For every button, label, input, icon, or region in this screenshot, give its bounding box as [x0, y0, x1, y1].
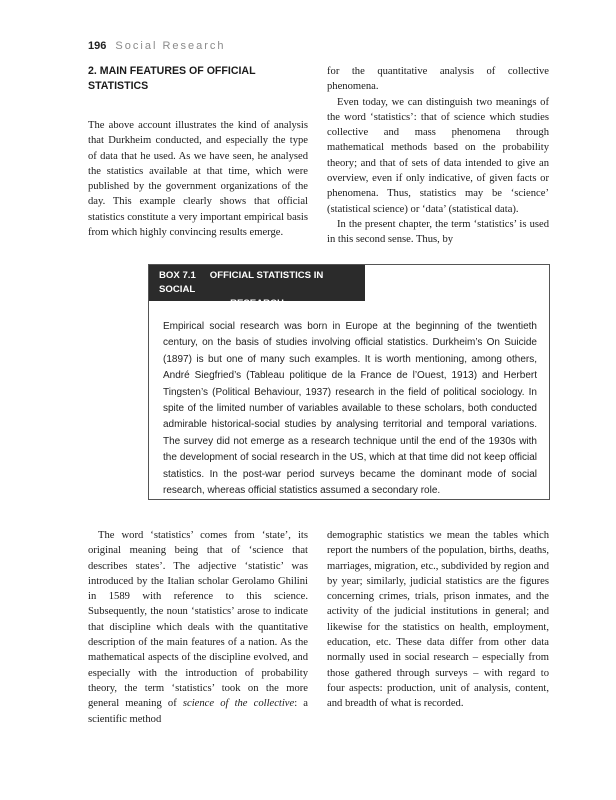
right-column-top — [327, 64, 549, 248]
box-7-1 — [148, 264, 550, 500]
paragraph: In the present chapter, the term ‘statistics’ is used in this second sense. Thus, by — [327, 218, 549, 246]
paragraph: Even today, we can distinguish two meanings of the word ‘statistics’: that of science which studies collective and mass phenomena through mathematical methods based on the probability theory; and that of sets of data intended to give an overview, even if only indicative, of given facts or phenomena. Thus, statistics may be ‘science’ (statistical science) or ‘data’ (statistical data). — [327, 96, 549, 215]
box-title-line2: RESEARCH — [230, 298, 284, 309]
running-head — [88, 40, 226, 52]
left-column-top — [88, 118, 308, 240]
paragraph-text: The word ‘statistics’ comes from ‘state’, its original meaning being that of ‘science that describes states’. The adjective ‘statistic’ was introduced by the Italian scholar Gerolamo Ghilini in 1589 with reference to this science. Subsequently, the noun ‘statistics’ arose to indicate that discipline which deals with the quantitative description of the main features of a nation. As the mathematical aspects of the discipline evolved, and especially with the introduction of probability theory, the term ‘statistics’ took on the more general meaning of — [88, 530, 308, 710]
right-column-bottom — [327, 528, 549, 712]
paragraph: The above account illustrates the kind of analysis that Durkheim conducted, and especially the type of data that he used. As we have seen, he analysed the statistics available at that time, which were published by the government organizations of the day. This example clearly shows that official statistics constitute a very important empirical basis from which highly convincing results emerge. — [88, 120, 308, 239]
left-column-bottom — [88, 528, 308, 727]
section-heading: 2. MAIN FEATURES OF OFFICIAL STATISTICS — [88, 65, 256, 92]
paragraph-tail: : a scientific method — [88, 698, 308, 725]
page-number: 196 — [88, 40, 107, 52]
box-label — [149, 265, 365, 309]
paragraph — [88, 528, 308, 727]
box-title-line1: OFFICIAL STATISTICS IN SOCIAL — [159, 270, 324, 295]
running-title: Social Research — [115, 40, 226, 52]
italic-phrase: science of the collective — [182, 698, 295, 710]
box-text: Empirical social research was born in Europe at the beginning of the twentieth century, on the basis of studies involving official statistics. Durkheim’s On Suicide (1897) is but one of many such examples. It is worth mentioning, among others, André Siegfried’s (Tableau politique de la France de l’Ouest, 1913) and Herbert Tingsten’s (Political Behaviour, 1937) research in the field of political sociology. In spite of the limited number of variables available to these scholars, both conducted admirable historical-social studies by analysing territorial and temporal variations. The survey did not emerge as a research technique until the end of the 1930s with the development of social research in the US, which at that time did not keep official statistics. In the post-war period surveys became the dominant mode of social research, whereas official statistics assumed a secondary role. — [163, 321, 537, 497]
paragraph: for the quantitative analysis of collective phenomena. — [327, 66, 549, 93]
box-number: BOX 7.1 — [159, 270, 196, 281]
paragraph: demographic statistics we mean the tables which report the numbers of the population, births, deaths, marriages, migration, etc., subdivided by region and by year; similarly, judicial statistics are the figures concerning crimes, trials, prison inmates, and the activity of the judicial institutions in general; and likewise for the statistics on health, employment, education, etc. These data differ from other data normally used in social research – especially from those gathered through surveys – with regard to four aspects: production, unit of analysis, content, and breadth of what is recorded. — [327, 530, 549, 710]
